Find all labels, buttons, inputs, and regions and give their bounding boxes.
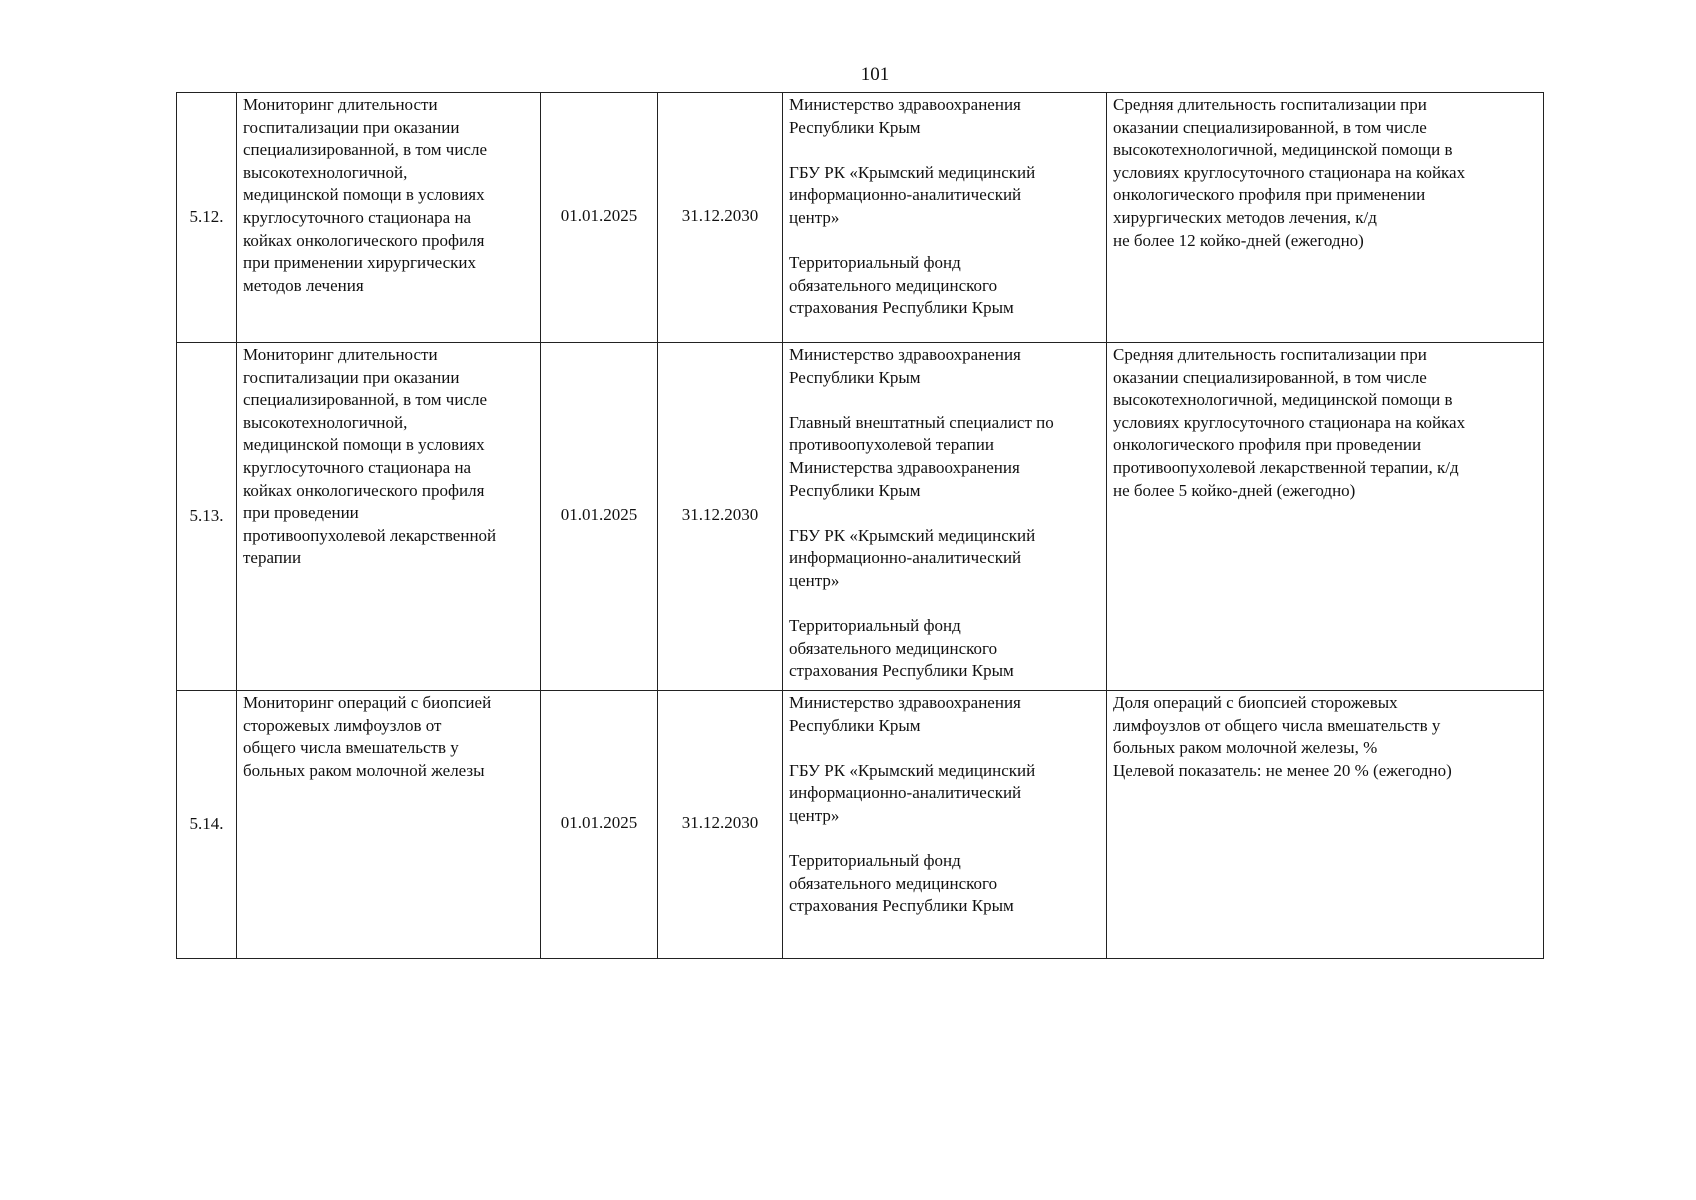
task-line: Мониторинг длительности [243,95,438,114]
org-line: Республики Крым [789,480,921,500]
task-line: медицинской помощи в условиях [243,185,485,205]
task-line: высокотехнологичной, [243,162,408,182]
end-date: 31.12.2030 [658,343,783,691]
start-date: 01.01.2025 [541,343,658,691]
indicator-line: условиях круглосуточного стационара на койках [1113,412,1466,432]
task-line: общего числа вмешательств у [243,738,459,758]
task-cell [237,343,541,691]
indicator-line: оказании специализированной, в том числе [1113,117,1427,137]
org-line: информационно-аналитический [789,783,1022,803]
task-line: сторожевых лимфоузлов от [243,715,442,735]
org-line: Министерства здравоохранения [789,457,1020,477]
task-line: госпитализации при оказании [243,117,460,137]
task-line: медицинской помощи в условиях [243,435,485,455]
task-line: специализированной, в том числе [243,140,488,160]
task-line: при применении хирургических [243,253,476,273]
indicator-line: условиях круглосуточного стационара на койках [1113,162,1466,182]
task-line: Мониторинг операций с биопсией [243,693,492,712]
org-line: обязательного медицинского [789,873,998,893]
start-date: 01.01.2025 [541,93,658,343]
org-line: ГБУ РК «Крымский медицинский [789,162,1036,182]
indicator-line: высокотехнологичной, медицинской помощи в [1113,390,1453,410]
org-line: Территориальный фонд [789,616,961,636]
indicator-line: онкологического профиля при проведении [1113,435,1422,455]
org-line: Министерство здравоохранения [789,95,1021,114]
org-line: ГБУ РК «Крымский медицинский [789,525,1036,545]
responsible-cell [783,343,1107,691]
task-cell [237,691,541,959]
responsible-cell [783,691,1107,959]
org-line: обязательного медицинского [789,638,998,658]
org-line: информационно-аналитический [789,548,1022,568]
responsible-cell [783,93,1107,343]
row-number: 5.12. [177,93,237,343]
end-date: 31.12.2030 [658,691,783,959]
indicator-line: онкологического профиля при применении [1113,185,1426,205]
org-line: ГБУ РК «Крымский медицинский [789,760,1036,780]
indicator-line: не более 12 койко-дней (ежегодно) [1113,230,1364,250]
start-date: 01.01.2025 [541,691,658,959]
org-line: Территориальный фонд [789,253,961,273]
task-line: госпитализации при оказании [243,367,460,387]
org-line: страхования Республики Крым [789,661,1014,681]
org-line: противоопухолевой терапии [789,435,994,455]
indicator-line: Средняя длительность госпитализации при [1113,345,1427,364]
indicator-line: противоопухолевой лекарственной терапии, к/д [1113,457,1459,477]
task-line: больных раком молочной железы [243,760,485,780]
org-line: центр» [789,570,840,590]
org-line: обязательного медицинского [789,275,998,295]
indicator-line: лимфоузлов от общего числа вмешательств у [1113,715,1441,735]
org-line: центр» [789,207,840,227]
indicator-cell [1107,343,1544,691]
task-line: терапии [243,548,302,568]
task-line: при проведении [243,503,359,523]
org-line: центр» [789,805,840,825]
page-number: 101 [860,64,890,85]
row-number: 5.14. [177,691,237,959]
indicator-cell [1107,93,1544,343]
org-line: информационно-аналитический [789,185,1022,205]
org-line: Министерство здравоохранения [789,693,1021,712]
org-line: Республики Крым [789,367,921,387]
indicator-line: хирургических методов лечения, к/д [1113,207,1377,227]
org-line: Главный внештатный специалист по [789,412,1054,432]
task-line: высокотехнологичной, [243,412,408,432]
org-line: Республики Крым [789,117,921,137]
indicator-line: Доля операций с биопсией сторожевых [1113,693,1398,712]
org-line: страхования Республики Крым [789,298,1014,318]
org-line: страхования Республики Крым [789,896,1014,916]
indicator-cell [1107,691,1544,959]
indicator-line: не более 5 койко-дней (ежегодно) [1113,480,1356,500]
indicator-line: Средняя длительность госпитализации при [1113,95,1427,114]
row-number: 5.13. [177,343,237,691]
task-line: койках онкологического профиля [243,480,485,500]
indicator-line: Целевой показатель: не менее 20 % (ежегодно) [1113,760,1452,780]
indicator-line: оказании специализированной, в том числе [1113,367,1427,387]
table-row [177,343,1544,691]
task-line: специализированной, в том числе [243,390,488,410]
table-row [177,691,1544,959]
task-line: круглосуточного стационара на [243,457,472,477]
indicator-line: высокотехнологичной, медицинской помощи в [1113,140,1453,160]
end-date: 31.12.2030 [658,93,783,343]
org-line: Министерство здравоохранения [789,345,1021,364]
table-row [177,93,1544,343]
org-line: Территориальный фонд [789,851,961,871]
org-line: Республики Крым [789,715,921,735]
indicator-line: больных раком молочной железы, % [1113,738,1378,758]
task-line: противоопухолевой лекарственной [243,525,497,545]
task-line: Мониторинг длительности [243,345,438,364]
task-cell [237,93,541,343]
task-line: методов лечения [243,275,364,295]
task-line: круглосуточного стационара на [243,207,472,227]
task-line: койках онкологического профиля [243,230,485,250]
activities-table [176,92,1544,959]
